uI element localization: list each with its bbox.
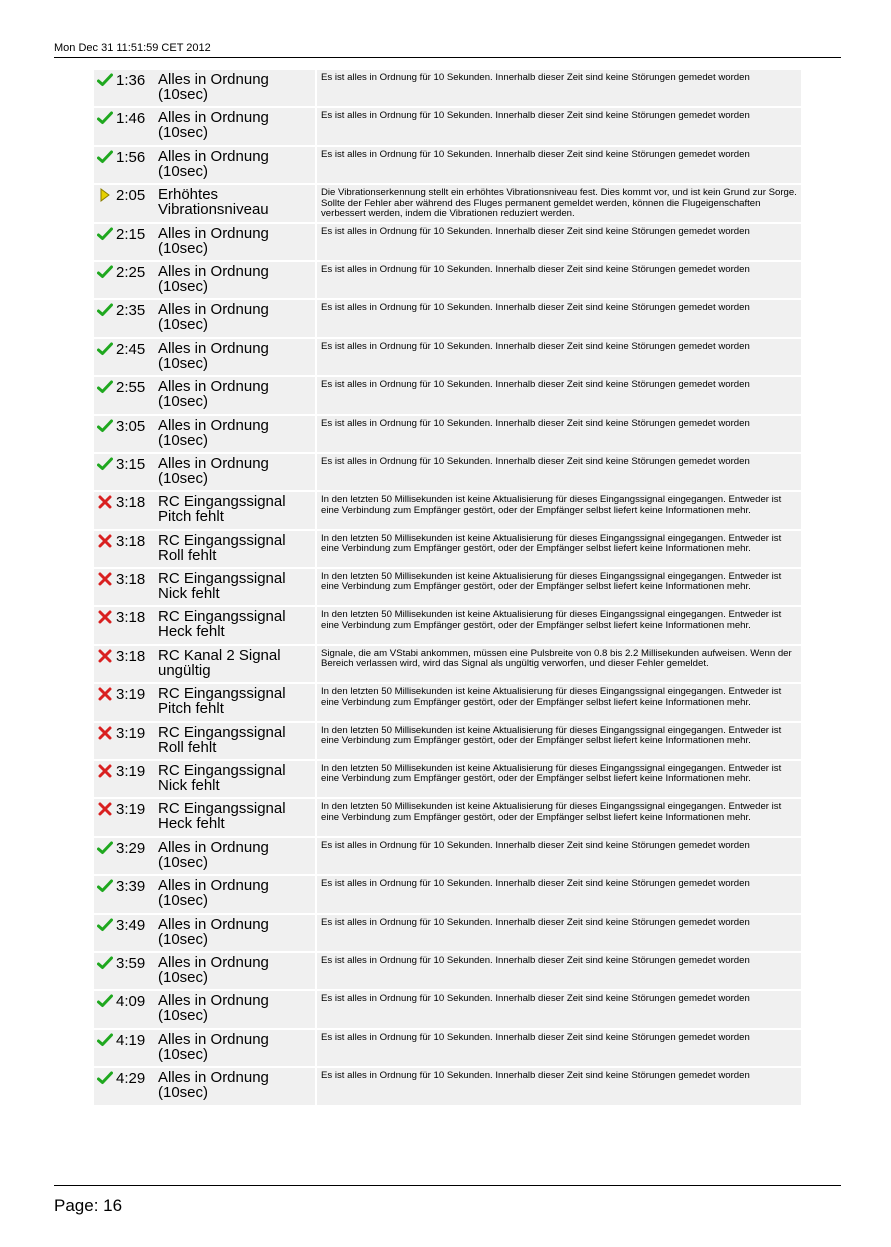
log-title: RC Eingangssignal Heck fehlt: [156, 799, 317, 837]
log-title: RC Kanal 2 Signal ungültig: [156, 646, 317, 684]
checkmark-icon: [97, 341, 113, 357]
log-row: [94, 108, 801, 146]
log-row: [94, 684, 801, 722]
log-row: [94, 723, 801, 761]
log-time: 3:39: [115, 876, 156, 914]
log-time: 3:18: [115, 492, 156, 530]
log-time: 3:18: [115, 646, 156, 684]
checkmark-icon: [97, 840, 113, 856]
log-title: Alles in Ordnung (10sec): [156, 454, 317, 492]
log-time: 3:19: [115, 684, 156, 722]
log-time: 4:19: [115, 1030, 156, 1068]
log-row: [94, 991, 801, 1029]
log-row: [94, 569, 801, 607]
header-timestamp: Mon Dec 31 11:51:59 CET 2012: [54, 42, 211, 54]
warning-triangle-icon: [97, 187, 113, 203]
log-description: In den letzten 50 Millisekunden ist keine Aktualisierung für dieses Eingangssignal eingegangen. Entweder ist eine Verbindung zum Empfänger gestört, oder der Empfänger selbst liefert keine Informationen mehr.: [317, 569, 801, 607]
checkmark-icon: [97, 878, 113, 894]
log-description: Es ist alles in Ordnung für 10 Sekunden. Innerhalb dieser Zeit sind keine Störungen gemedet worden: [317, 108, 801, 146]
status-cell: [94, 684, 115, 722]
error-cross-icon: [97, 686, 113, 702]
log-time: 3:18: [115, 531, 156, 569]
log-description: In den letzten 50 Millisekunden ist keine Aktualisierung für dieses Eingangssignal eingegangen. Entweder ist eine Verbindung zum Empfänger gestört, oder der Empfänger selbst liefert keine Informationen mehr.: [317, 492, 801, 530]
checkmark-icon: [97, 110, 113, 126]
error-cross-icon: [97, 801, 113, 817]
log-description: Die Vibrationserkennung stellt ein erhöhtes Vibrationsniveau fest. Dies kommt vor, und ist kein Grund zur Sorge. Sollte der Fehler aber während des Fluges permanent gemeldet werden, können die Flugeigenschaften verbessert werden, indem die Vibrationen reduziert werden.: [317, 185, 801, 223]
error-cross-icon: [97, 763, 113, 779]
log-description: Es ist alles in Ordnung für 10 Sekunden. Innerhalb dieser Zeit sind keine Störungen gemedet worden: [317, 70, 801, 108]
status-cell: [94, 147, 115, 185]
log-description: Es ist alles in Ordnung für 10 Sekunden. Innerhalb dieser Zeit sind keine Störungen gemedet worden: [317, 953, 801, 991]
log-time: 4:09: [115, 991, 156, 1029]
log-description: In den letzten 50 Millisekunden ist keine Aktualisierung für dieses Eingangssignal eingegangen. Entweder ist eine Verbindung zum Empfänger gestört, oder der Empfänger selbst liefert keine Informationen mehr.: [317, 607, 801, 645]
error-cross-icon: [97, 725, 113, 741]
status-cell: [94, 492, 115, 530]
status-cell: [94, 377, 115, 415]
log-row: [94, 646, 801, 684]
log-description: Es ist alles in Ordnung für 10 Sekunden. Innerhalb dieser Zeit sind keine Störungen gemedet worden: [317, 147, 801, 185]
log-title: Alles in Ordnung (10sec): [156, 339, 317, 377]
log-time: 3:18: [115, 607, 156, 645]
log-title: RC Eingangssignal Pitch fehlt: [156, 684, 317, 722]
log-row: [94, 416, 801, 454]
checkmark-icon: [97, 302, 113, 318]
checkmark-icon: [97, 993, 113, 1009]
log-row: [94, 262, 801, 300]
status-cell: [94, 799, 115, 837]
log-title: Alles in Ordnung (10sec): [156, 991, 317, 1029]
log-time: 4:29: [115, 1068, 156, 1106]
log-description: In den letzten 50 Millisekunden ist keine Aktualisierung für dieses Eingangssignal eingegangen. Entweder ist eine Verbindung zum Empfänger gestört, oder der Empfänger selbst liefert keine Informationen mehr.: [317, 684, 801, 722]
status-cell: [94, 224, 115, 262]
log-row: [94, 953, 801, 991]
status-cell: [94, 454, 115, 492]
log-title: RC Eingangssignal Roll fehlt: [156, 723, 317, 761]
log-row: [94, 185, 801, 223]
footer-divider: [54, 1185, 841, 1186]
status-cell: [94, 70, 115, 108]
log-row: [94, 492, 801, 530]
page-number: Page: 16: [54, 1196, 123, 1215]
status-cell: [94, 723, 115, 761]
log-title: Alles in Ordnung (10sec): [156, 416, 317, 454]
log-title: RC Eingangssignal Heck fehlt: [156, 607, 317, 645]
log-row: [94, 799, 801, 837]
log-description: Es ist alles in Ordnung für 10 Sekunden. Innerhalb dieser Zeit sind keine Störungen gemedet worden: [317, 991, 801, 1029]
log-time: 3:49: [115, 915, 156, 953]
log-row: [94, 1068, 801, 1106]
status-cell: [94, 1030, 115, 1068]
log-title: Alles in Ordnung (10sec): [156, 915, 317, 953]
log-row: [94, 607, 801, 645]
error-cross-icon: [97, 609, 113, 625]
status-cell: [94, 953, 115, 991]
log-time: 2:25: [115, 262, 156, 300]
status-cell: [94, 185, 115, 223]
log-title: Alles in Ordnung (10sec): [156, 1030, 317, 1068]
log-title: RC Eingangssignal Nick fehlt: [156, 569, 317, 607]
log-description: Es ist alles in Ordnung für 10 Sekunden. Innerhalb dieser Zeit sind keine Störungen gemedet worden: [317, 915, 801, 953]
status-cell: [94, 876, 115, 914]
log-time: 2:15: [115, 224, 156, 262]
event-log-body: [94, 70, 801, 1107]
header-divider: [54, 57, 841, 58]
log-row: [94, 224, 801, 262]
event-log-table: [94, 70, 801, 1107]
log-description: Es ist alles in Ordnung für 10 Sekunden. Innerhalb dieser Zeit sind keine Störungen gemedet worden: [317, 1030, 801, 1068]
log-row: [94, 1030, 801, 1068]
log-row: [94, 876, 801, 914]
log-description: Es ist alles in Ordnung für 10 Sekunden. Innerhalb dieser Zeit sind keine Störungen gemedet worden: [317, 224, 801, 262]
log-time: 3:19: [115, 799, 156, 837]
log-time: 3:18: [115, 569, 156, 607]
log-time: 2:55: [115, 377, 156, 415]
log-time: 3:05: [115, 416, 156, 454]
log-row: [94, 377, 801, 415]
log-description: Es ist alles in Ordnung für 10 Sekunden. Innerhalb dieser Zeit sind keine Störungen gemedet worden: [317, 300, 801, 338]
log-time: 2:35: [115, 300, 156, 338]
checkmark-icon: [97, 149, 113, 165]
checkmark-icon: [97, 418, 113, 434]
log-description: In den letzten 50 Millisekunden ist keine Aktualisierung für dieses Eingangssignal eingegangen. Entweder ist eine Verbindung zum Empfänger gestört, oder der Empfänger selbst liefert keine Informationen mehr.: [317, 761, 801, 799]
checkmark-icon: [97, 1032, 113, 1048]
status-cell: [94, 991, 115, 1029]
log-row: [94, 70, 801, 108]
log-description: Es ist alles in Ordnung für 10 Sekunden. Innerhalb dieser Zeit sind keine Störungen gemedet worden: [317, 262, 801, 300]
error-cross-icon: [97, 571, 113, 587]
log-title: Alles in Ordnung (10sec): [156, 108, 317, 146]
error-cross-icon: [97, 533, 113, 549]
log-row: [94, 761, 801, 799]
checkmark-icon: [97, 917, 113, 933]
status-cell: [94, 607, 115, 645]
log-description: Es ist alles in Ordnung für 10 Sekunden. Innerhalb dieser Zeit sind keine Störungen gemedet worden: [317, 377, 801, 415]
log-description: Es ist alles in Ordnung für 10 Sekunden. Innerhalb dieser Zeit sind keine Störungen gemedet worden: [317, 838, 801, 876]
error-cross-icon: [97, 648, 113, 664]
log-time: 3:15: [115, 454, 156, 492]
log-time: 3:19: [115, 761, 156, 799]
log-time: 1:56: [115, 147, 156, 185]
log-title: RC Eingangssignal Pitch fehlt: [156, 492, 317, 530]
log-title: Alles in Ordnung (10sec): [156, 70, 317, 108]
log-row: [94, 838, 801, 876]
log-time: 1:46: [115, 108, 156, 146]
log-time: 1:36: [115, 70, 156, 108]
log-time: 3:19: [115, 723, 156, 761]
log-time: 3:29: [115, 838, 156, 876]
log-row: [94, 454, 801, 492]
status-cell: [94, 531, 115, 569]
log-description: Signale, die am VStabi ankommen, müssen eine Pulsbreite von 0.8 bis 2.2 Millisekunden aufweisen. Wenn der Bereich verlassen wird, wird das Signal als ungültig verworfen, und dieser Fehler gemeldet.: [317, 646, 801, 684]
checkmark-icon: [97, 379, 113, 395]
log-title: Alles in Ordnung (10sec): [156, 377, 317, 415]
log-time: 2:05: [115, 185, 156, 223]
status-cell: [94, 416, 115, 454]
status-cell: [94, 262, 115, 300]
log-description: Es ist alles in Ordnung für 10 Sekunden. Innerhalb dieser Zeit sind keine Störungen gemedet worden: [317, 339, 801, 377]
log-row: [94, 531, 801, 569]
log-title: Alles in Ordnung (10sec): [156, 876, 317, 914]
log-description: Es ist alles in Ordnung für 10 Sekunden. Innerhalb dieser Zeit sind keine Störungen gemedet worden: [317, 876, 801, 914]
status-cell: [94, 339, 115, 377]
status-cell: [94, 761, 115, 799]
error-cross-icon: [97, 494, 113, 510]
log-row: [94, 915, 801, 953]
log-title: Alles in Ordnung (10sec): [156, 1068, 317, 1106]
log-title: Alles in Ordnung (10sec): [156, 300, 317, 338]
log-description: Es ist alles in Ordnung für 10 Sekunden. Innerhalb dieser Zeit sind keine Störungen gemedet worden: [317, 454, 801, 492]
log-description: In den letzten 50 Millisekunden ist keine Aktualisierung für dieses Eingangssignal eingegangen. Entweder ist eine Verbindung zum Empfänger gestört, oder der Empfänger selbst liefert keine Informationen mehr.: [317, 799, 801, 837]
log-title: Alles in Ordnung (10sec): [156, 262, 317, 300]
checkmark-icon: [97, 72, 113, 88]
log-time: 3:59: [115, 953, 156, 991]
status-cell: [94, 300, 115, 338]
status-cell: [94, 915, 115, 953]
log-title: Alles in Ordnung (10sec): [156, 224, 317, 262]
status-cell: [94, 838, 115, 876]
log-description: Es ist alles in Ordnung für 10 Sekunden. Innerhalb dieser Zeit sind keine Störungen gemedet worden: [317, 1068, 801, 1106]
checkmark-icon: [97, 264, 113, 280]
checkmark-icon: [97, 456, 113, 472]
log-description: Es ist alles in Ordnung für 10 Sekunden. Innerhalb dieser Zeit sind keine Störungen gemedet worden: [317, 416, 801, 454]
status-cell: [94, 108, 115, 146]
log-description: In den letzten 50 Millisekunden ist keine Aktualisierung für dieses Eingangssignal eingegangen. Entweder ist eine Verbindung zum Empfänger gestört, oder der Empfänger selbst liefert keine Informationen mehr.: [317, 723, 801, 761]
log-time: 2:45: [115, 339, 156, 377]
log-title: RC Eingangssignal Nick fehlt: [156, 761, 317, 799]
log-title: RC Eingangssignal Roll fehlt: [156, 531, 317, 569]
log-title: Alles in Ordnung (10sec): [156, 147, 317, 185]
status-cell: [94, 646, 115, 684]
log-row: [94, 339, 801, 377]
status-cell: [94, 1068, 115, 1106]
log-row: [94, 300, 801, 338]
log-description: In den letzten 50 Millisekunden ist keine Aktualisierung für dieses Eingangssignal eingegangen. Entweder ist eine Verbindung zum Empfänger gestört, oder der Empfänger selbst liefert keine Informationen mehr.: [317, 531, 801, 569]
log-title: Alles in Ordnung (10sec): [156, 953, 317, 991]
log-title: Erhöhtes Vibrationsniveau: [156, 185, 317, 223]
checkmark-icon: [97, 226, 113, 242]
log-row: [94, 147, 801, 185]
checkmark-icon: [97, 955, 113, 971]
checkmark-icon: [97, 1070, 113, 1086]
status-cell: [94, 569, 115, 607]
log-title: Alles in Ordnung (10sec): [156, 838, 317, 876]
